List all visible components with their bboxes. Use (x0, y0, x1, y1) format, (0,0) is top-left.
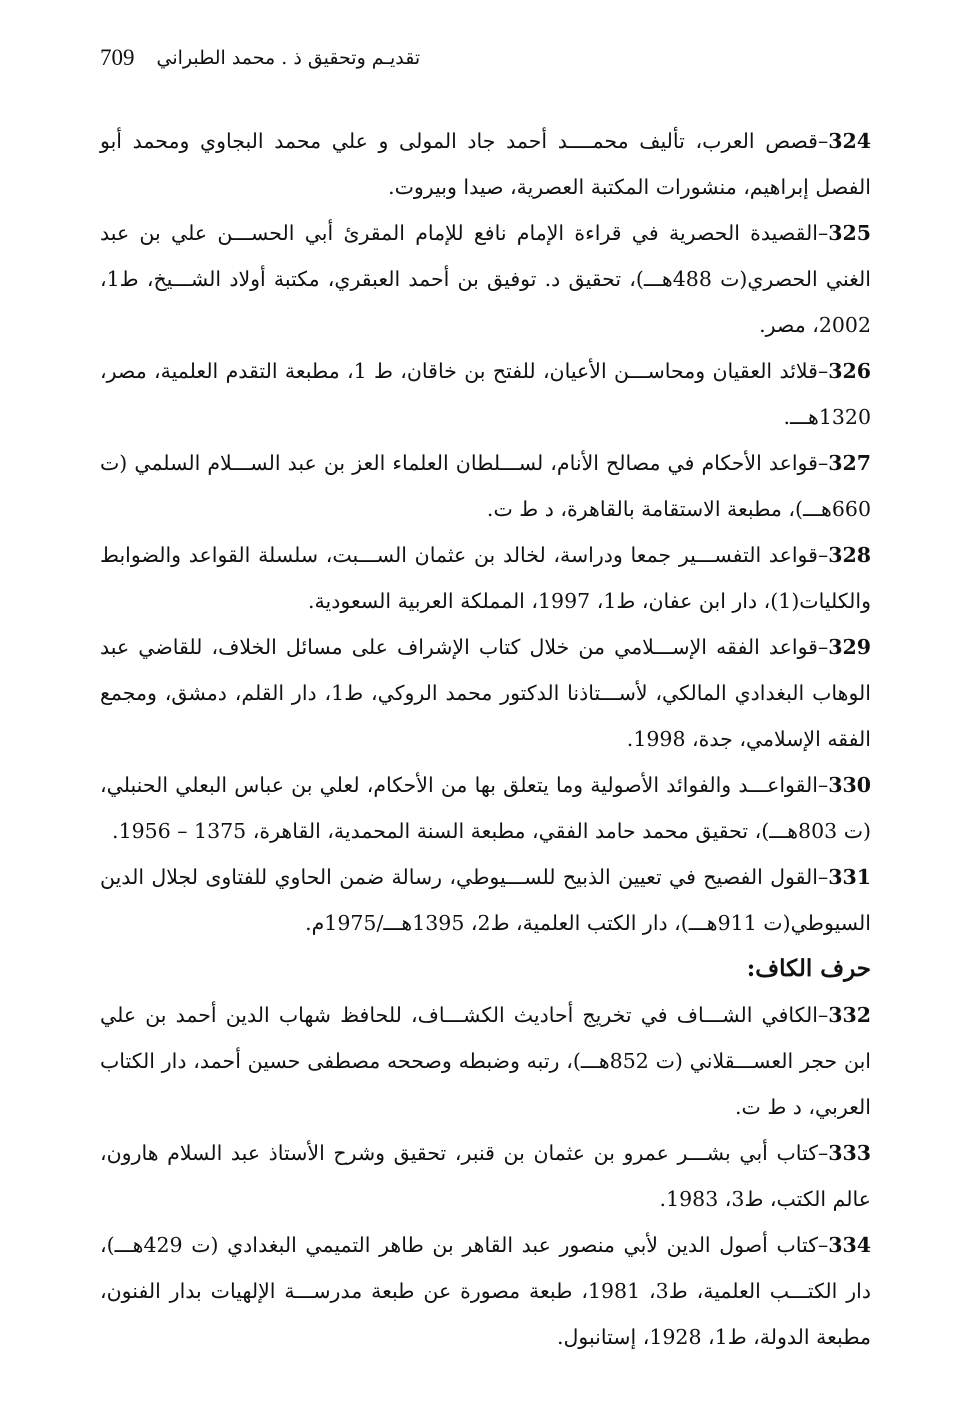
bibliography-entry (100, 532, 871, 624)
entry-number: 324 (828, 129, 871, 153)
entry-text: –القصيدة الحصرية في قراءة الإمام نافع للإمام المقرئ أبي الحســـن علي بن عبد الغني الحصري(ت 488هـــ)، تحقيق د. توفيق بن أحمد العبقري، مكتبة أولاد الشـــيخ، ط1، 2002، مصر. (100, 221, 871, 337)
entry-number: 325 (828, 221, 871, 245)
entry-number: 334 (828, 1233, 871, 1257)
entry-text: –قواعد الفقه الإســـلامي من خلال كتاب الإشراف على مسائل الخلاف، للقاضي عبد الوهاب البغدادي المالكي، لأســـتاذنا الدكتور محمد الروكي، ط1، دار القلم، دمشق، ومجمع الفقه الإسلامي، جدة، 1998. (100, 635, 871, 751)
section-heading: حرف الكاف: (746, 955, 871, 982)
entry-text: –قصص العرب، تأليف محمــــد أحمد جاد المولى و علي محمد البجاوي ومحمد أبو الفصل إبراهيم، منشورات المكتبة العصرية، صيدا وبيروت. (100, 129, 871, 199)
bibliography-list (100, 118, 871, 1360)
entry-text: –القواعـــد والفوائد الأصولية وما يتعلق بها من الأحكام، لعلي بن عباس البعلي الحنبلي، (ت 803هـــ)، تحقيق محمد حامد الفقي، مطبعة السنة المحمدية، القاهرة، 1375 – 1956. (100, 773, 871, 843)
bibliography-entry (100, 118, 871, 210)
entry-text: –القول الفصيح في تعيين الذبيح للســـيوطي، رسالة ضمن الحاوي للفتاوى لجلال الدين السيوطي(ت 911هـــ)، دار الكتب العلمية، ط2، 1395هـــ/1975م. (100, 865, 871, 935)
entry-text: –قواعد الأحكام في مصالح الأنام، لســـلطان العلماء العز بن عبد الســـلام السلمي (ت 660هـــ)، مطبعة الاستقامة بالقاهرة، د ط ت. (100, 451, 871, 521)
entry-number: 332 (828, 1003, 871, 1027)
entry-text: –قواعد التفســـير جمعا ودراسة، لخالد بن عثمان الســـبت، سلسلة القواعد والضوابط والكليات(1)، دار ابن عفان، ط1، 1997، المملكة العربية السعودية. (100, 543, 871, 613)
entry-number: 327 (828, 451, 871, 475)
bibliography-entry (100, 1222, 871, 1360)
bibliography-entry (100, 440, 871, 532)
bibliography-entry (100, 762, 871, 854)
entry-text: –الكافي الشـــاف في تخريج أحاديث الكشـــاف، للحافظ شهاب الدين أحمد بن علي ابن حجر العســـقلاني (ت 852هـــ)، رتبه وضبطه وصححه مصطفى حسين أحمد، دار الكتاب العربي، د ط ت. (100, 1003, 872, 1119)
bibliography-entry (100, 1130, 871, 1222)
bibliography-entry (100, 210, 871, 348)
entry-number: 329 (828, 635, 871, 659)
bibliography-entry (100, 854, 871, 946)
page-number: 709 (100, 45, 135, 70)
entry-text: –قلائد العقيان ومحاســـن الأعيان، للفتح بن خاقان، ط 1، مطبعة التقدم العلمية، مصر، 1320هـــ. (100, 359, 871, 429)
entry-number: 331 (828, 865, 871, 889)
entry-number: 328 (828, 543, 871, 567)
entry-number: 330 (828, 773, 871, 797)
entry-number: 326 (828, 359, 871, 383)
entry-number: 333 (828, 1141, 871, 1165)
entry-text: –كتاب أبي بشـــر عمرو بن عثمان بن قنبر، تحقيق وشرح الأستاذ عبد السلام هارون، عالم الكتب، ط3، 1983. (100, 1141, 871, 1211)
running-head: تقديـم وتحقيق ذ . محمد الطبراني (156, 47, 421, 69)
bibliography-entry (100, 348, 871, 440)
bibliography-entry (100, 992, 871, 1130)
entry-text: –كتاب أصول الدين لأبي منصور عبد القاهر بن طاهر التميمي البغدادي (ت 429هـــ)، دار الكتـــب العلمية، ط3، 1981، طبعة مصورة عن طبعة مدرســـة الإلهيات بدار الفنون، مطبعة الدولة، ط1، 1928، إستانبول. (100, 1233, 871, 1349)
page-header (100, 38, 853, 78)
bibliography-entry (100, 624, 871, 762)
